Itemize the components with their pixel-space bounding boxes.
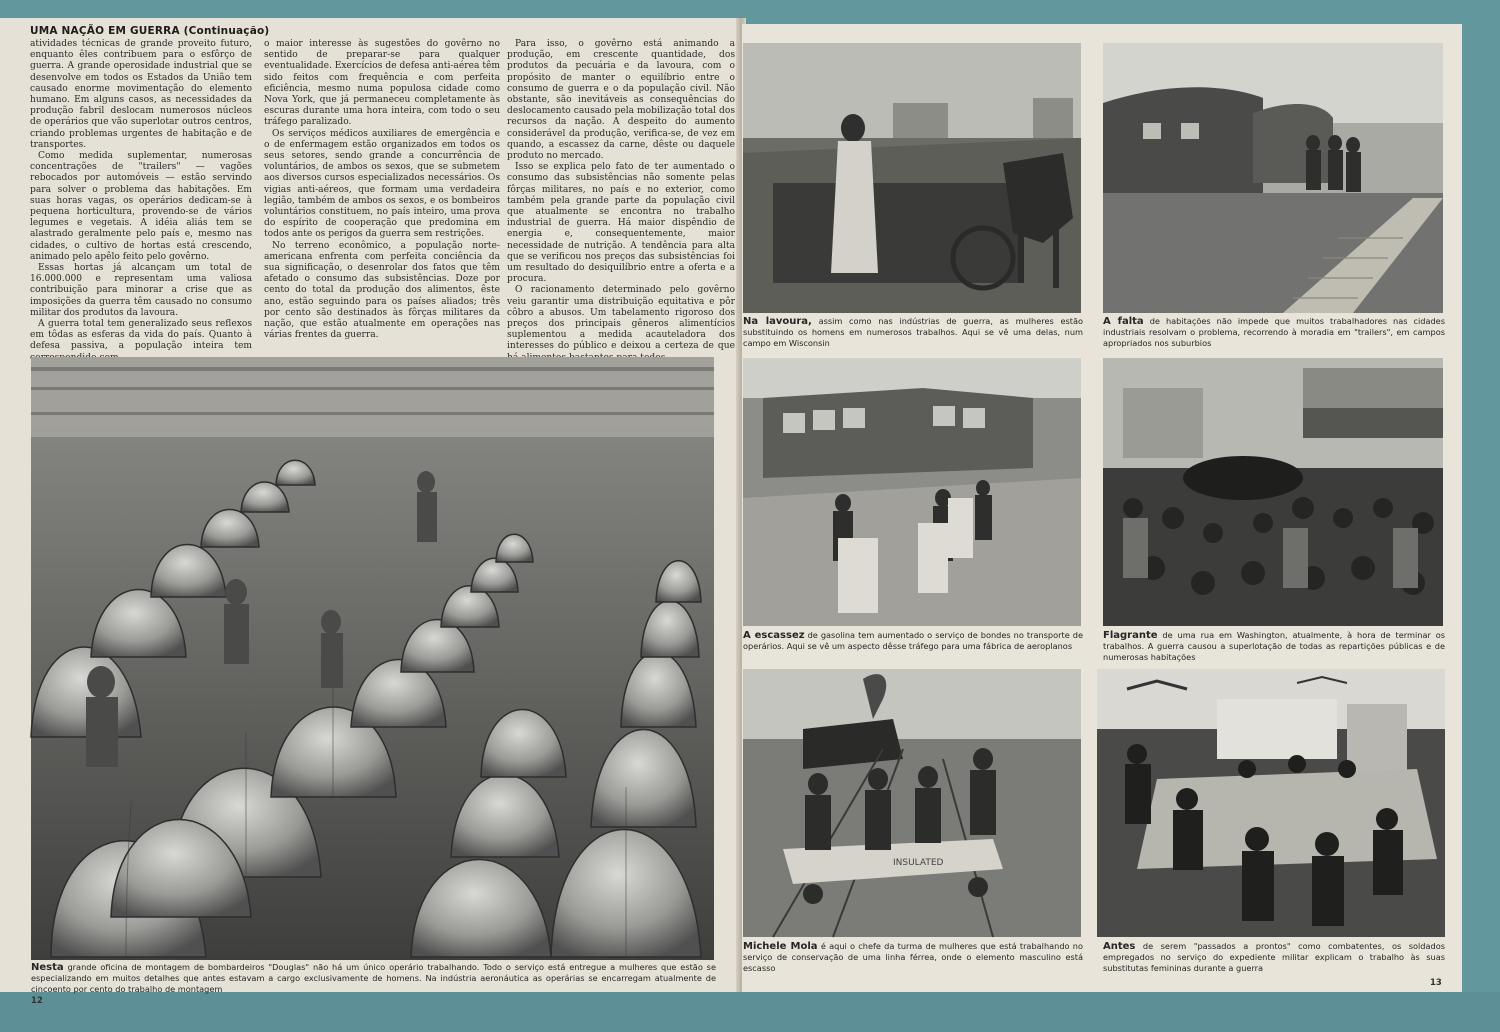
paragraph: No terreno econômico, a população norte-americana enfrenta com perfeita conciência da sua significação, o desenrolar dos fatos que têm afetado o consumo das subsistências. Doze por cento do total da produção dos alimentos, êste ano, estão seguindo para os países aliados; três por cento são destinados às fôrças militares da nação, que estão atualmente em operações nas várias frentes da guerra. bbox=[264, 240, 500, 341]
caption-text: assim como nas indústrias de guerra, as mulheres estão substituindo os homens em numerosos trabalhos. Aqui se vê uma delas, num campo em Wisconsin bbox=[743, 316, 1083, 348]
caption-lead: Na lavoura, bbox=[743, 316, 812, 327]
railway-caption bbox=[743, 941, 1083, 974]
paragraph: Essas hortas já alcançam um total de 16.000.000 e representam uma valiosa contribuição para minorar a crise que as imposições da guerra têm causado no consumo militar dos produtos da lavoura. bbox=[30, 263, 252, 318]
caption-text: grande oficina de montagem de bombardeiros "Douglas" não há um único operário trabalhando. Todo o serviço está entregue a mulheres que estão se especializando em muitos detalhes que antes estavam a cargo exclusivamente de homens. Na indústria aeronáutica as operárias se encarregam atualmente de cincoento por cento do trabalho de montagem bbox=[31, 962, 716, 994]
paragraph: Para isso, o govêrno está animando a produção, em crescente quantidade, dos produtos da pecuária e da lavoura, com o propósito de manter o equilíbrio entre o consumo de guerra e o da população civil. Não obstante, são inevitáveis as consequências do deslocamento causado pela mobilização total dos recursos da nação. A despeito do aumento considerável da produção, verifica-se, de vez em quando, a escassez da carne, dêste ou daquele produto no mercado. bbox=[507, 39, 735, 162]
running-head: UMA NAÇÃO EM GUERRA (Continuação) bbox=[30, 25, 270, 37]
caption-lead: Antes bbox=[1103, 941, 1136, 952]
page-number-left: 12 bbox=[31, 996, 43, 1006]
office-photo bbox=[1097, 669, 1445, 937]
farm-photo bbox=[743, 43, 1081, 313]
crowd-photo bbox=[1103, 358, 1443, 626]
caption-lead: Nesta bbox=[31, 962, 64, 973]
office-caption bbox=[1103, 941, 1445, 974]
caption-text: é aqui o chefe da turma de mulheres que está trabalhando no serviço de conservação de uma linha férrea, onde o elemento masculino está escasso bbox=[743, 941, 1083, 973]
caption-text: de gasolina tem aumentado o serviço de bondes no transporte de operários. Aqui se vê um aspecto dêsse tráfego para uma fábrica de aeroplanos bbox=[743, 630, 1084, 651]
caption-lead: A falta bbox=[1103, 316, 1144, 327]
page-number-right: 13 bbox=[1430, 978, 1442, 988]
paragraph: O racionamento determinado pelo govêrno veiu garantir uma distribuição equitativa e pôr côbro a abusos. Um tabelamento rigoroso dos preços dos principais gêneros alimentícios suplementou a medida acauteladora dos interesses do público e deixou a certeza de que bbox=[507, 285, 735, 352]
paragraph: Isso se explica pelo fato de ter aumentado o consumo das subsistências não somente pelas fôrças militares, no país e no exterior, como também pela grande parte da população civil que atualmente se encontra no trabalho industrial de guerra. Há maior dispêndio de energia e, consequentemente, maior necessidade de nutrição. A tendência para alta que se verificou nos preços das subsistências foi um resultado do desiquilíbrio entre a oferta e a procura. bbox=[507, 162, 735, 285]
caption-text: de habitações não impede que muitos trabalhadores nas cidades industriais resolvam o problema, recorrendo à moradia em "trailers", em campos apropriados nos suburbios bbox=[1103, 316, 1445, 348]
caption-lead: Michele Mola bbox=[743, 941, 818, 952]
paragraph: Os serviços médicos auxiliares de emergência e o de enfermagem estão organizados em todos os seus setores, sendo grande a concurrência de voluntários, de ambos os sexos, que se submetem aos diversos cursos especializados necessários. Os vigias anti-aéreos, que formam uma verdadeira legião, também de ambos os sexos, e os bombeiros voluntários constituem, no país inteiro, uma prova do espírito de cooperação que predomina em todos ante os perigos da guerra sem restrições. bbox=[264, 128, 500, 240]
text-column-1 bbox=[30, 39, 252, 364]
caption-text: de serem "passados a prontos" como combatentes, os soldados empregados no serviço do expediente militar explicam o trabalho às suas substitutas femininas durante a guerra bbox=[1103, 941, 1445, 973]
main-photo-caption bbox=[31, 962, 716, 995]
farm-caption bbox=[743, 316, 1083, 349]
caption-text: de uma rua em Washington, atualmente, à hora de terminar os trabalhos. A guerra causou a superlotação de todas as repartições públicas e de numerosas habitações bbox=[1103, 630, 1445, 662]
factory-photo bbox=[31, 357, 714, 960]
streetcar-caption bbox=[743, 630, 1083, 652]
crowd-caption bbox=[1103, 630, 1445, 663]
trailers-photo bbox=[1103, 43, 1443, 313]
left-page bbox=[0, 18, 740, 1006]
paragraph: atividades técnicas de grande proveito futuro, enquanto êles contribuem para o esfôrço de guerra. A grande operosidade industrial que se desenvolve em todos os Estados da União tem causado enorme movimentação do elemento humano. Em alguns casos, as necessidades da produção fabril deslocam numerosos núcleos de operários que vão superlotar outros centros, criando problemas urgentes de habitação e de transportes. bbox=[30, 39, 252, 150]
cart-lettering: INSULATED bbox=[893, 858, 944, 868]
trailers-caption bbox=[1103, 316, 1445, 349]
right-page bbox=[742, 24, 1462, 992]
caption-lead: Flagrante bbox=[1103, 630, 1158, 641]
railway-photo bbox=[743, 669, 1081, 937]
paragraph: Como medida suplementar, numerosas concentrações de "trailers" — vagões rebocados por automóveis — estão servindo para solver o problema das habitações. Em suas horas vagas, os operários dedicam-se à pequena horticultura, provendo-se de vários legumes e vegetais. A idéia aliás tem se alastrado geralmente pelo país e, mesmo nas cidades, o cultivo de hortas está crescendo, animado pelo apêlo feito pelo govêrno. bbox=[30, 151, 252, 262]
scan-bottom-edge bbox=[0, 992, 1500, 1032]
text-column-2 bbox=[264, 39, 500, 341]
caption-lead: A escassez bbox=[743, 630, 805, 641]
paragraph: A guerra total tem generalizado seus reflexos em tôdas as esferas da vida do país. Quanto à defesa passiva, a população inteira tem bbox=[30, 319, 252, 352]
text-column-3 bbox=[507, 39, 735, 364]
paragraph: o maior interesse às sugestões do govêrno no sentido de preparar-se para qualquer eventualidade. Exercícios de defesa anti-aérea têm sido feitos com frequência e com perfeita eficiência, mesmo numa populosa cidade como Nova York, que já permaneceu completamente às escuras durante uma hora inteira, com todo o seu tráfego paralizado. bbox=[264, 39, 500, 128]
streetcar-photo bbox=[743, 358, 1081, 626]
